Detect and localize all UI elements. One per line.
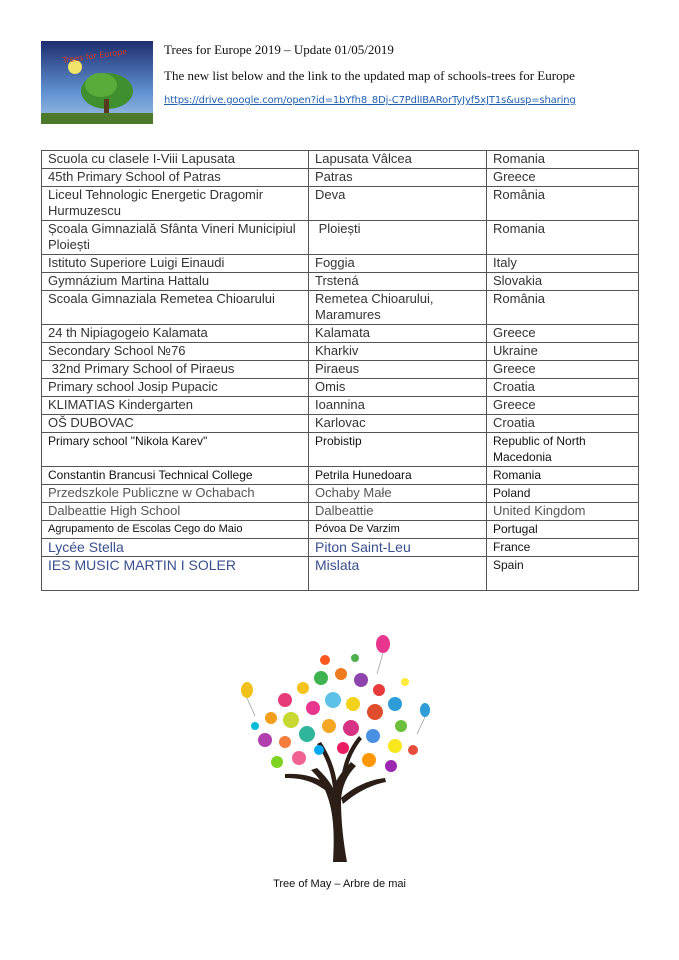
school-cell: Primary school Josip Pupacic	[42, 379, 309, 397]
country-cell: România	[487, 187, 639, 221]
document-subtitle: The new list below and the link to the updated map of schools-trees for Europe	[164, 68, 575, 83]
country-cell: Greece	[487, 169, 639, 187]
city-cell: Trstená	[309, 273, 487, 291]
school-cell: Scoala Gimnaziala Remetea Chioarului	[42, 291, 309, 325]
school-cell: IES MUSIC MARTIN I SOLER	[42, 557, 309, 591]
country-cell: Croatia	[487, 379, 639, 397]
school-cell: Dalbeattie High School	[42, 503, 309, 521]
country-cell: Romania	[487, 221, 639, 255]
tree-of-may-illustration	[225, 630, 455, 865]
table-row	[42, 379, 639, 397]
country-cell: Greece	[487, 325, 639, 343]
school-cell: Primary school "Nikola Karev"	[42, 433, 309, 467]
table-row	[42, 273, 639, 291]
table-row	[42, 255, 639, 273]
school-cell: 32nd Primary School of Piraeus	[42, 361, 309, 379]
country-cell: Romania	[487, 151, 639, 169]
city-cell: Kharkiv	[309, 343, 487, 361]
school-cell: Agrupamento de Escolas Cego do Maio	[42, 521, 309, 539]
country-cell: Poland	[487, 485, 639, 503]
city-cell: Ploiești	[309, 221, 487, 255]
school-cell: Scuola cu clasele I-Viii Lapusata	[42, 151, 309, 169]
table-row	[42, 361, 639, 379]
city-cell: Ioannina	[309, 397, 487, 415]
school-cell: 24 th Nipiagogeio Kalamata	[42, 325, 309, 343]
city-cell: Dalbeattie	[309, 503, 487, 521]
city-cell: Omis	[309, 379, 487, 397]
table-row	[42, 485, 639, 503]
city-cell: Remetea Chioarului, Maramures	[309, 291, 487, 325]
school-cell: Școala Gimnazială Sfânta Vineri Municipiul Ploiești	[42, 221, 309, 255]
school-cell: 45th Primary School of Patras	[42, 169, 309, 187]
table-row	[42, 397, 639, 415]
table-row	[42, 415, 639, 433]
country-cell: France	[487, 539, 639, 557]
country-cell: Croatia	[487, 415, 639, 433]
table-row	[42, 503, 639, 521]
city-cell: Karlovac	[309, 415, 487, 433]
document-title: Trees for Europe 2019 – Update 01/05/2019	[164, 42, 394, 57]
country-cell: Republic of North Macedonia	[487, 433, 639, 467]
school-cell: Liceul Tehnologic Energetic Dragomir Hurmuzescu	[42, 187, 309, 221]
city-cell: Póvoa De Varzim	[309, 521, 487, 539]
city-cell: Piraeus	[309, 361, 487, 379]
school-cell: Gymnázium Martina Hattalu	[42, 273, 309, 291]
school-cell: Istituto Superiore Luigi Einaudi	[42, 255, 309, 273]
city-cell: Deva	[309, 187, 487, 221]
table-row	[42, 521, 639, 539]
table-row	[42, 325, 639, 343]
school-cell: OŠ DUBOVAC	[42, 415, 309, 433]
table-row	[42, 169, 639, 187]
table-row	[42, 221, 639, 255]
school-cell: Lycée Stella	[42, 539, 309, 557]
table-row	[42, 557, 639, 591]
schools-table	[41, 150, 639, 591]
school-cell: Secondary School №76	[42, 343, 309, 361]
city-cell: Probistip	[309, 433, 487, 467]
country-cell: Ukraine	[487, 343, 639, 361]
country-cell: Portugal	[487, 521, 639, 539]
city-cell: Kalamata	[309, 325, 487, 343]
table-row	[42, 467, 639, 485]
logo-image	[41, 41, 153, 124]
table-row	[42, 187, 639, 221]
country-cell: Spain	[487, 557, 639, 591]
city-cell: Ochaby Małe	[309, 485, 487, 503]
city-cell: Lapusata Vâlcea	[309, 151, 487, 169]
country-cell: Greece	[487, 397, 639, 415]
country-cell: Greece	[487, 361, 639, 379]
city-cell: Foggia	[309, 255, 487, 273]
city-cell: Patras	[309, 169, 487, 187]
city-cell: Piton Saint-Leu	[309, 539, 487, 557]
school-cell: Constantin Brancusi Technical College	[42, 467, 309, 485]
table-row	[42, 151, 639, 169]
city-cell: Petrila Hunedoara	[309, 467, 487, 485]
illustration-caption: Tree of May – Arbre de mai	[273, 878, 406, 890]
table-row	[42, 433, 639, 467]
svg-text:Trees for Europe: Trees for Europe	[62, 47, 128, 65]
country-cell: Romania	[487, 467, 639, 485]
city-cell: Mislata	[309, 557, 487, 591]
country-cell: United Kingdom	[487, 503, 639, 521]
table-row	[42, 291, 639, 325]
country-cell: Italy	[487, 255, 639, 273]
table-row	[42, 343, 639, 361]
table-row	[42, 539, 639, 557]
school-cell: Przedszkole Publiczne w Ochabach	[42, 485, 309, 503]
school-cell: KLIMATIAS Kindergarten	[42, 397, 309, 415]
country-cell: Slovakia	[487, 273, 639, 291]
map-link[interactable]: https://drive.google.com/open?id=1bYfh8_8Dj-C7PdlIBARorTyJyf5xJT1s&usp=sharing	[164, 95, 576, 106]
country-cell: România	[487, 291, 639, 325]
